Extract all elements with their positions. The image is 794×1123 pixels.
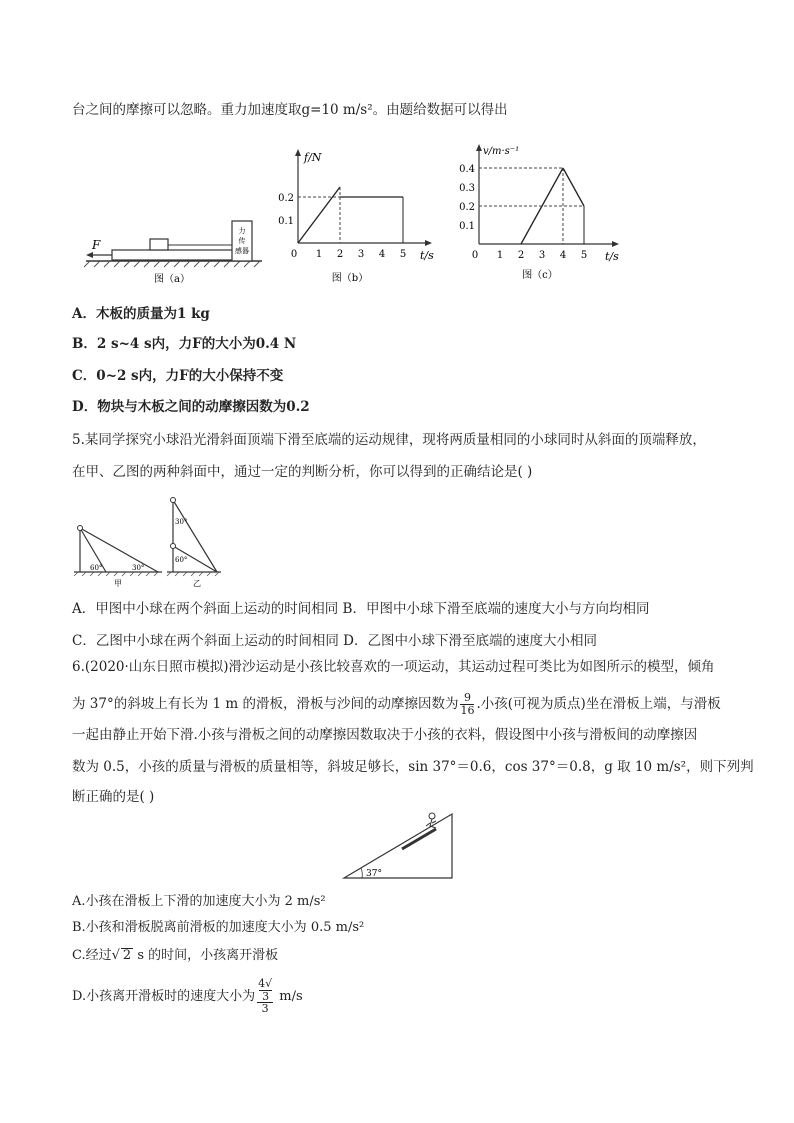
q6-angle-label: 37° xyxy=(366,869,382,879)
b-xtick: 2 xyxy=(336,249,344,260)
b-xtick: 4 xyxy=(378,249,386,260)
q6-option-a: A.小孩在滑板上下滑的加速度大小为 2 m/s² xyxy=(72,894,326,909)
c-y-label: v/m·s⁻¹ xyxy=(483,146,520,157)
b-xtick: 3 xyxy=(357,249,365,260)
c-xtick: 3 xyxy=(538,250,546,261)
c-xtick: 1 xyxy=(496,250,504,261)
q4-option-b: B．2 s~4 s内，力F的大小为0.4 N xyxy=(72,336,297,352)
c-xtick: 5 xyxy=(580,250,588,261)
c-ytick: 0.3 xyxy=(459,183,475,194)
q5-jia-label: 甲 xyxy=(114,579,122,588)
q6-line-4: 数为 0.5，小孩的质量与滑板的质量相等，斜坡足够长，sin 37°＝0.6，cos 37°＝0.8，g 取 10 m/s²，则下列判 xyxy=(72,759,754,775)
figure-b xyxy=(280,145,440,290)
q6-fraction: $\frac{9}{16}$ xyxy=(460,691,475,717)
q5-figure-yi xyxy=(165,492,225,592)
q5-options-ab: A．甲图中小球在两个斜面上运动的时间相同 B．甲图中小球下滑至底端的速度大小与方向均相同 xyxy=(72,601,650,617)
c-ytick: 0.2 xyxy=(459,202,475,213)
board xyxy=(112,250,242,260)
q5-yi-angle-60: 60° xyxy=(175,556,188,564)
c-xtick: 0 xyxy=(471,250,479,261)
q4-option-a: A．木板的质量为1 kg xyxy=(72,306,210,322)
q5-yi-label: 乙 xyxy=(193,579,201,588)
caption-c: 图（c） xyxy=(522,270,558,281)
b-xtick: 1 xyxy=(315,249,323,260)
c-decel-line xyxy=(563,168,584,206)
q5-jia-angle-60: 60° xyxy=(90,564,103,572)
caption-b: 图（b） xyxy=(331,273,369,284)
q5-yi-angle-30: 30° xyxy=(175,518,188,526)
force-label: F xyxy=(92,238,101,252)
q5-figure-jia xyxy=(70,520,165,590)
c-ytick: 0.4 xyxy=(459,164,475,175)
c-x-label: t/s xyxy=(605,250,619,263)
b-x-label: t/s xyxy=(420,249,434,262)
child xyxy=(429,813,435,819)
q5-jia-angle-30: 30° xyxy=(132,564,145,572)
c-xtick: 4 xyxy=(559,250,567,261)
q5-options-cd: C．乙图中小球在两个斜面上运动的时间相同 D．乙图中小球下滑至底端的速度大小相同 xyxy=(72,633,597,649)
b-xtick: 0 xyxy=(290,249,298,260)
q5-stem-2: 在甲、乙图的两种斜面中，通过一定的判断分析，你可以得到的正确结论是( ) xyxy=(72,464,533,480)
c-xtick: 2 xyxy=(517,250,525,261)
q6-d-fraction: 4√ 3 3 xyxy=(258,977,273,1015)
intro-text: 台之间的摩擦可以忽略。重力加速度取g=10 m/s²。由题给数据可以得出 xyxy=(72,102,508,118)
q6-option-c: C.经过√ 2 s 的时间，小孩离开滑板 xyxy=(72,948,279,963)
q6-option-d: D.小孩离开滑板时的速度大小为 4√ 3 3 m/s xyxy=(72,977,303,1015)
figure-a xyxy=(80,135,265,290)
q6-line-3: 一起由静止开始下滑.小孩与滑板之间的动摩擦因数取决于小孩的衣料，假设图中小孩与滑板间的动摩擦因 xyxy=(72,727,698,743)
q6-line-1: 6.(2020·山东日照市模拟)滑沙运动是小孩比较喜欢的一项运动，其运动过程可类比为如图所示的模型，倾角 xyxy=(72,659,715,675)
svg-text:力: 力 xyxy=(238,227,246,235)
b-ytick-0.1: 0.1 xyxy=(278,216,294,227)
q4-option-c: C．0~2 s内，力F的大小保持不变 xyxy=(72,368,284,384)
q6-option-b: B.小孩和滑板脱离前滑板的加速度大小为 0.5 m/s² xyxy=(72,920,365,935)
q6-line-5: 断正确的是( ) xyxy=(72,789,155,805)
svg-text:传: 传 xyxy=(238,237,246,245)
c-ytick: 0.1 xyxy=(459,221,475,232)
block xyxy=(150,239,168,250)
b-ytick-0.2: 0.2 xyxy=(278,193,294,204)
q6-figure xyxy=(340,806,460,882)
q4-option-d: D．物块与木板之间的动摩擦因数为0.2 xyxy=(72,399,310,415)
figure-c xyxy=(455,140,630,290)
slope xyxy=(344,814,452,878)
caption-a: 图（a） xyxy=(154,274,190,285)
b-rising-line xyxy=(298,187,340,243)
q6-line-2: 为 37°的斜坡上有长为 1 m 的滑板，滑板与沙间的动摩擦因数为 $\frac{9}{16}$ .小孩(可视为质点)坐在滑板上端，与滑板 xyxy=(72,691,721,717)
svg-text:感器: 感器 xyxy=(235,247,249,255)
q5-stem-1: 5.某同学探究小球沿光滑斜面顶端下滑至底端的运动规律，现将两质量相同的小球同时从斜面的顶端释放， xyxy=(72,432,706,448)
b-xtick: 5 xyxy=(399,249,407,260)
b-y-label: f/N xyxy=(304,151,322,164)
